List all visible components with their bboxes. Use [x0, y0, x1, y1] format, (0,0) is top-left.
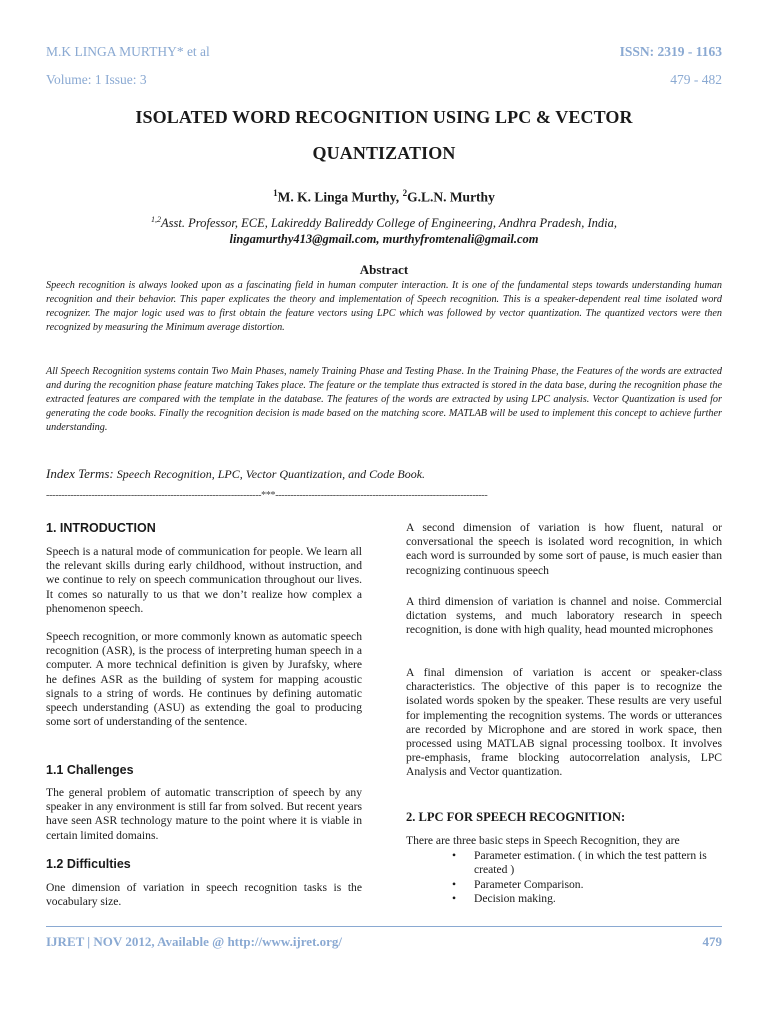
- affiliation-marker: 1,2: [151, 215, 161, 224]
- lpc-intro: There are three basic steps in Speech Recognition, they are: [406, 834, 680, 847]
- bullet-icon: •: [452, 892, 457, 906]
- section-separator: -----------------------------------------------------------------------***----------------------------------------------------------------------: [46, 490, 488, 501]
- index-terms-text: Speech Recognition, LPC, Vector Quantization, and Code Book.: [113, 467, 426, 481]
- page-range: 479 - 482: [670, 72, 722, 87]
- section-heading-lpc: 2. LPC FOR SPEECH RECOGNITION:: [406, 810, 626, 824]
- index-terms: [46, 466, 726, 482]
- abstract-paragraph-2: All Speech Recognition systems contain Two Main Phases, namely Training Phase and Testing Phase. In the Training Phase, the Features of the words are extracted and during the recognition phase feature matching Takes place. The feature or the template thus extracted is stored in the data base, during the recognition phase the extracted features are compared with the template in the database. The features of the words are extracted by using LPC analysis. Vector Quantization is used for generating the code books. Finally the recognition decision is made based on the matching score. MATLAB will be used to implement this concept to achieve further understanding.: [46, 366, 722, 434]
- bullet-icon: •: [452, 877, 457, 891]
- abstract-paragraph-1: Speech recognition is always looked upon as a fascinating field in human computer interaction. It is one of the fundamental steps towards understanding human recognition and their behavior. This paper explicates the theory and implementation of Speech recognition. This is a speaker-dependent real time isolated word recognizer. The major logic used was to first obtain the feature vectors using LPC which was followed by vector quantization. The quantized vectors were then recognized by measuring the Minimum average distortion.: [46, 280, 722, 334]
- author-emails: lingamurthy413@gmail.com, murthyfromtenali@gmail.com: [229, 232, 539, 246]
- challenges-paragraph: The general problem of automatic transcription of speech by any speaker in any environment is still far from solved. But recent years have seen ASR technology mature to the point where it is viable in certain limited domains.: [46, 786, 362, 842]
- paper-title-line-1: ISOLATED WORD RECOGNITION USING LPC & VECTOR: [135, 107, 633, 127]
- index-terms-label: Index Terms:: [46, 466, 114, 481]
- issn: ISSN: 2319 - 1163: [619, 44, 722, 59]
- author-list: [0, 188, 768, 206]
- affiliation: [0, 215, 768, 231]
- list-item: • Parameter Comparison.: [452, 877, 584, 891]
- intro-paragraph-2: Speech recognition, or more commonly known as automatic speech recognition (ASR), is the process of interpreting human speech in a computer. A more technical definition is given by Jurafsky, where he defines ASR as the building of system for mapping acoustic signals to a string of words. He continues by defining automatic speech understanding (ASU) as extending the goal to producing some sort of understanding of the sentence.: [46, 630, 362, 729]
- section-heading-introduction: 1. INTRODUCTION: [46, 521, 156, 535]
- bullet-icon: •: [452, 849, 457, 862]
- section-heading-challenges: 1.1 Challenges: [46, 763, 134, 777]
- affiliation-text: Asst. Professor, ECE, Lakireddy Balireddy College of Engineering, Andhra Pradesh, India,: [161, 216, 617, 231]
- intro-paragraph-1: Speech is a natural mode of communication for people. We learn all the relevant skills during early childhood, without instruction, and we continue to rely on speech communication throughout our lives. It comes so naturally to us that we don’t realize how complex a phenomenon speech.: [46, 545, 362, 615]
- volume-issue: Volume: 1 Issue: 3: [46, 72, 147, 87]
- footer-page-number: 479: [702, 934, 722, 949]
- right-paragraph-3: A final dimension of variation is accent or speaker-class characteristics. The objective of this paper is to recognize the isolated words spoken by the speaker. These results are very useful for implementing the recognition systems. The words or utterances are recorded by Microphone and are stored in work space, then processed using MATLAB signal processing toolbox. It involves pre-emphasis, frame blocking autocorrelation analysis, LPC Analysis and Vector quantization.: [406, 666, 722, 779]
- author-2: G.L.N. Murthy: [407, 189, 495, 205]
- right-paragraph-1: A second dimension of variation is how fluent, natural or conversational the speech is isolated word recognition, in which each word is surrounded by some sort of pause, is much easier than recognizing continuous speech: [406, 521, 722, 577]
- footer-journal-link[interactable]: IJRET | NOV 2012, Available @ http://www.ijret.org/: [46, 934, 343, 949]
- author-1: M. K. Linga Murthy,: [277, 189, 403, 205]
- author1-affil-marker: 1: [273, 188, 278, 198]
- list-item: • Decision making.: [452, 892, 556, 906]
- running-author: M.K LINGA MURTHY* et al: [46, 44, 210, 59]
- list-item: • Parameter estimation. ( in which the test pattern is created ): [452, 849, 707, 877]
- section-heading-difficulties: 1.2 Difficulties: [46, 857, 131, 871]
- footer-rule: [46, 926, 722, 927]
- steps-list: [406, 849, 722, 907]
- abstract-heading: Abstract: [359, 262, 409, 277]
- right-paragraph-2: A third dimension of variation is channel and noise. Commercial dictation systems, and much laboratory research in speech recognition, is done with high quality, head mounted microphones: [406, 595, 722, 637]
- difficulties-paragraph: One dimension of variation in speech recognition tasks is the vocabulary size.: [46, 881, 362, 909]
- author2-affil-marker: 2: [402, 188, 408, 198]
- paper-title-line-2: QUANTIZATION: [312, 143, 456, 163]
